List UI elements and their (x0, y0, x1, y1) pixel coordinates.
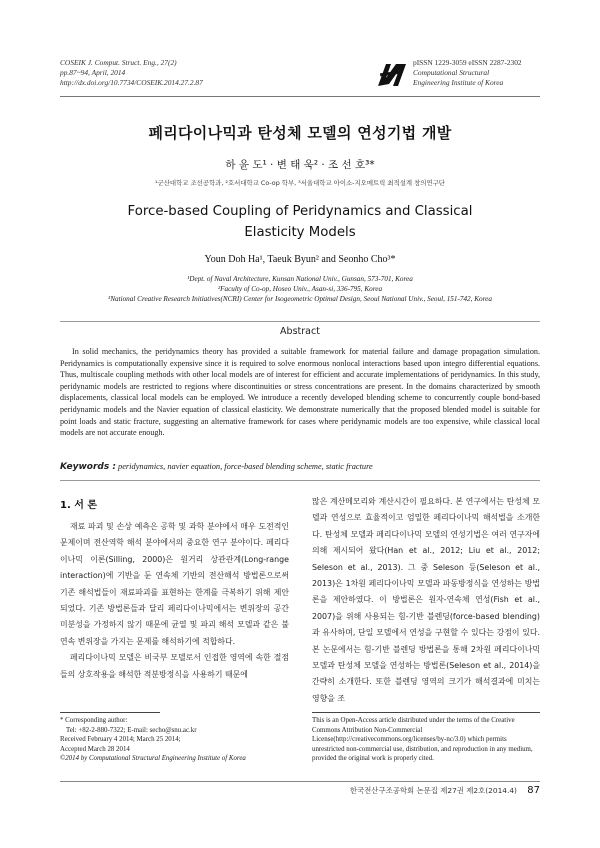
publisher-name-2: Engineering Institute of Korea (413, 78, 504, 87)
journal-pages: pp.87~94, April, 2014 (60, 68, 126, 77)
footer-rule (60, 781, 540, 782)
body-column-right (312, 494, 540, 707)
journal-citation (60, 58, 203, 88)
affiliations-english (60, 274, 540, 304)
affiliation-1: ¹Dept. of Naval Architecture, Kunsan National Univ., Gunsan, 573-701, Korea (187, 275, 413, 283)
authors-korean: 하 윤 도¹ · 변 태 욱² · 조 선 호³* (225, 159, 375, 171)
abstract-top-rule (60, 321, 540, 322)
title-english (60, 201, 540, 243)
footnote-line: ©2014 by Computational Structural Engineering Institute of Korea (60, 755, 246, 763)
affiliation-2: ²Faculty of Co-op, Hoseo Univ., Asan-si, 336-795, Korea (217, 285, 383, 293)
page-number: 87 (527, 785, 540, 796)
affiliation-3: ³National Creative Research Initiatives(NCRI) Center for Isogeometric Optimal Design, Seoul National Univ., Seoul, 151-742, Korea (108, 295, 492, 303)
footnote-rule-right (312, 712, 540, 713)
correspondence-footnote (60, 716, 246, 764)
footnote-rule-left (60, 712, 160, 713)
title-korean: 페리다이나믹과 탄성체 모델의 연성기법 개발 (148, 124, 452, 142)
publisher-name-1: Computational Structural (413, 68, 490, 77)
footnote-line: * Corresponding author: (60, 717, 128, 724)
paragraph: 페리다이나믹 모델은 비국부 모델로서 인접한 영역에 속한 절점들의 상호작용을 해석한 적분방정식을 사용하기 때문에 (60, 653, 289, 679)
keywords-label: Keywords : (60, 462, 116, 472)
affiliations-korean: ¹군산대학교 조선공학과, ²호서대학교 Co-op 학부, ³서울대학교 아이소-지오메트릭 최적설계 창의연구단 (155, 179, 445, 187)
title-english-line-1: Force-based Coupling of Peridynamics and Classical (127, 204, 473, 219)
keywords-rule (60, 480, 540, 481)
abstract-heading: Abstract (280, 326, 320, 337)
journal-logo (376, 60, 408, 88)
page-footer (350, 785, 540, 796)
keywords (60, 462, 540, 472)
keywords-list: peridynamics, navier equation, force-based blending scheme, static fracture (118, 462, 373, 471)
abstract-text: In solid mechanics, the peridynamics theory has provided a suitable framework for material failure and damage propagation simulation. Peridynamics is computationally expensive since it is required to solve enormous nonlocal interactions based upon integro differential equations. Thus, multiscale coupling methods with other local models are of interest for efficient and accurate implementations of peridynamics. In this study, peridynamic models are restricted to regions where discontinuities or stress concentrations are present. In the domains characterized by smooth displacements, classical local models can be employed. We introduce a recently developed blending scheme to concurrently couple bond-based peridynamic models and the Navier equation of classical elasticity. We demonstrate numerically that the proposed blended model is suitable for point loads and static fracture, suggesting an alternative framework for cases where peridynamic models are too expensive, while classical local models are not accurate enough. (60, 347, 540, 438)
footer-journal: 한국전산구조공학회 논문집 제27권 제2호(2014.4) (349, 786, 517, 795)
issn: pISSN 1229-3059 eISSN 2287-2302 (413, 58, 522, 67)
license-footnote: This is an Open-Access article distributed under the terms of the Creative Commons Attribution Non-Commercial License(http://creativecommons.org/licenses/by-nc/3.0) which permits unrestricted non-commercial use, distribution, and reproduction in any medium, provided the original work is properly cited. (312, 717, 533, 763)
paragraph: 재료 파괴 및 손상 예측은 공학 및 과학 분야에서 매우 도전적인 문제이며 전산역학 해석 분야에서의 중요한 연구 분야이다. 페리다이나믹 이론(Silling, 2000)은 원거리 상관관계(Long-range interaction)에 기반을 둔 연속체 기반의 전산해석 방법론으로써 기존 해석법들이 재료파괴를 표현하는 한계를 극복하기 위해 제안되었다. 기존 방법론들과 달리 페리다이나믹에서는 변위장의 공간미분성을 가정하지 않기 때문에 균열 및 파괴 해석 모델과 같은 불연속 변위장을 가지는 문제를 해석하기에 적합하다. (60, 522, 289, 646)
footnote-line: Accepted March 28 2014 (60, 745, 130, 753)
section-heading-intro: 1. 서 론 (60, 500, 98, 511)
paragraph: 많은 계산메모리와 계산시간이 필요하다. 본 연구에서는 탄성체 모델과 연성으로 효율적이고 엄밀한 페리다이나믹 해석법을 소개한다. 탄성체 모델과 페리다이나믹 모델의 연성기법은 여러 연구자에 의해 제시되어 왔다(Han et al., 2012; Liu et al., 2012; Seleson et al., 2013). 그 중 Seleson 등(Seleson et al., 2013)은 1차원 페리다이나믹 모델과 파동방정식을 연성하는 방법론을 제안하였다. 이 방법론은 원자-연속체 연성(Fish et al., 2007)을 위해 사용되는 힘-기반 블렌딩(force-based blending)과 유사하며, 단일 모델에서 연성을 구현할 수 있다는 강점이 있다. 본 논문에서는 힘-기반 블렌딩 방법론을 통해 2차원 페리다이나믹 모델과 탄성체 모델을 연성하는 방법론(Seleson et al., 2014)을 간략히 소개한다. 또한 블렌딩 영역의 크기가 해석결과에 미치는 영향을 조 (312, 497, 540, 703)
title-english-line-2: Elasticity Models (244, 225, 356, 240)
authors-english: Youn Doh Ha¹, Taeuk Byun² and Seonho Cho³* (204, 254, 396, 265)
journal-volume: COSEIK J. Comput. Struct. Eng., 27(2) (60, 58, 177, 67)
footnote-line: Received February 4 2014; March 25 2014; (60, 736, 181, 744)
body-column-left (60, 519, 289, 683)
publisher-info (413, 58, 522, 88)
doi-link[interactable]: http://dx.doi.org/10.7734/COSEIK.2014.27.2.87 (60, 78, 203, 87)
footnote-line: Tel: +82-2-880-7322; E-mail: secho@snu.ac.kr (66, 726, 197, 734)
header-rule (60, 96, 540, 97)
